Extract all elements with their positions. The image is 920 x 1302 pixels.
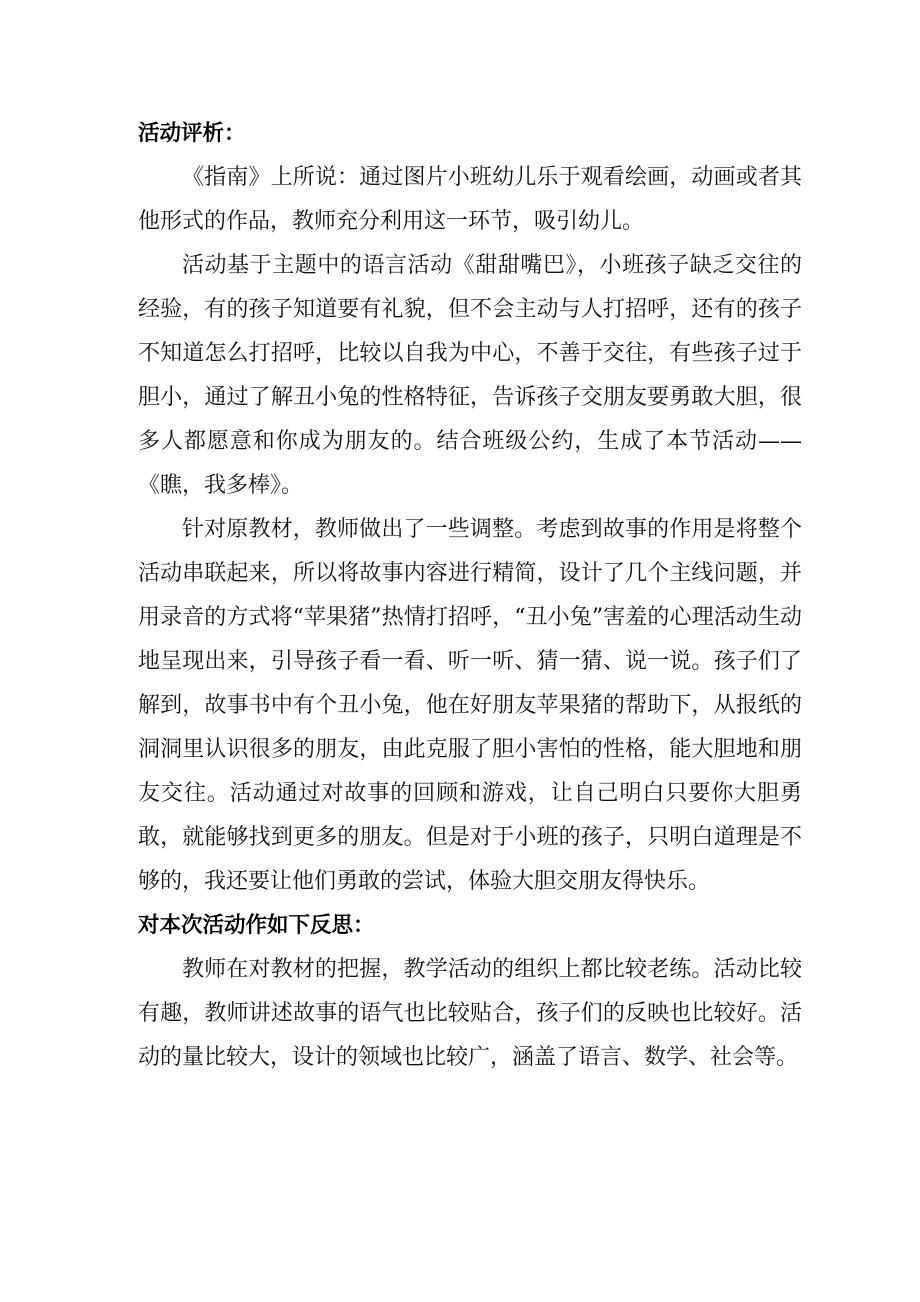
section-heading-analysis: 活动评析： bbox=[138, 121, 246, 146]
section-heading-reflection: 对本次活动作如下反思： bbox=[138, 913, 375, 938]
paragraph-material-adjustment: 针对原教材，教师做出了一些调整。考虑到故事的作用是将整个活动串联起来，所以将故事内容进行精简，设计了几个主线问题，并用录音的方式将“苹果猪”热情打招呼，“丑小兔”害羞的心理活动生动地呈现出来，引导孩子看一看、听一听、猜一猜、说一说。孩子们了解到，故事书中有个丑小兔，他在好朋友苹果猪的帮助下，从报纸的洞洞里认识很多的朋友，由此克服了胆小害怕的性格，能大胆地和朋友交往。活动通过对故事的回顾和游戏，让自己明白只要你大胆勇敢，就能够找到更多的朋友。但是对于小班的孩子，只明白道理是不够的，我还要让他们勇敢的尝试，体验大胆交朋友得快乐。 bbox=[138, 517, 802, 894]
paragraph-activity-basis: 活动基于主题中的语言活动《甜甜嘴巴》，小班孩子缺乏交往的经验，有的孩子知道要有礼貌，但不会主动与人打招呼，还有的孩子不知道怎么打招呼，比较以自我为中心，不善于交往，有些孩子过于胆小，通过了解丑小兔的性格特征，告诉孩子交朋友要勇敢大胆，很多人都愿意和你成为朋友的。结合班级公约，生成了本节活动——《瞧，我多棒》。 bbox=[138, 253, 802, 498]
paragraph-guide-quote: 《指南》上所说：通过图片小班幼儿乐于观看绘画，动画或者其他形式的作品，教师充分利用这一环节，吸引幼儿。 bbox=[138, 165, 802, 234]
paragraph-reflection: 教师在对教材的把握，教学活动的组织上都比较老练。活动比较有趣，教师讲述故事的语气也比较贴合，孩子们的反映也比较好。活动的量比较大，设计的领域也比较广，涵盖了语言、数学、社会等。 bbox=[138, 957, 802, 1070]
document-body bbox=[138, 112, 802, 1080]
